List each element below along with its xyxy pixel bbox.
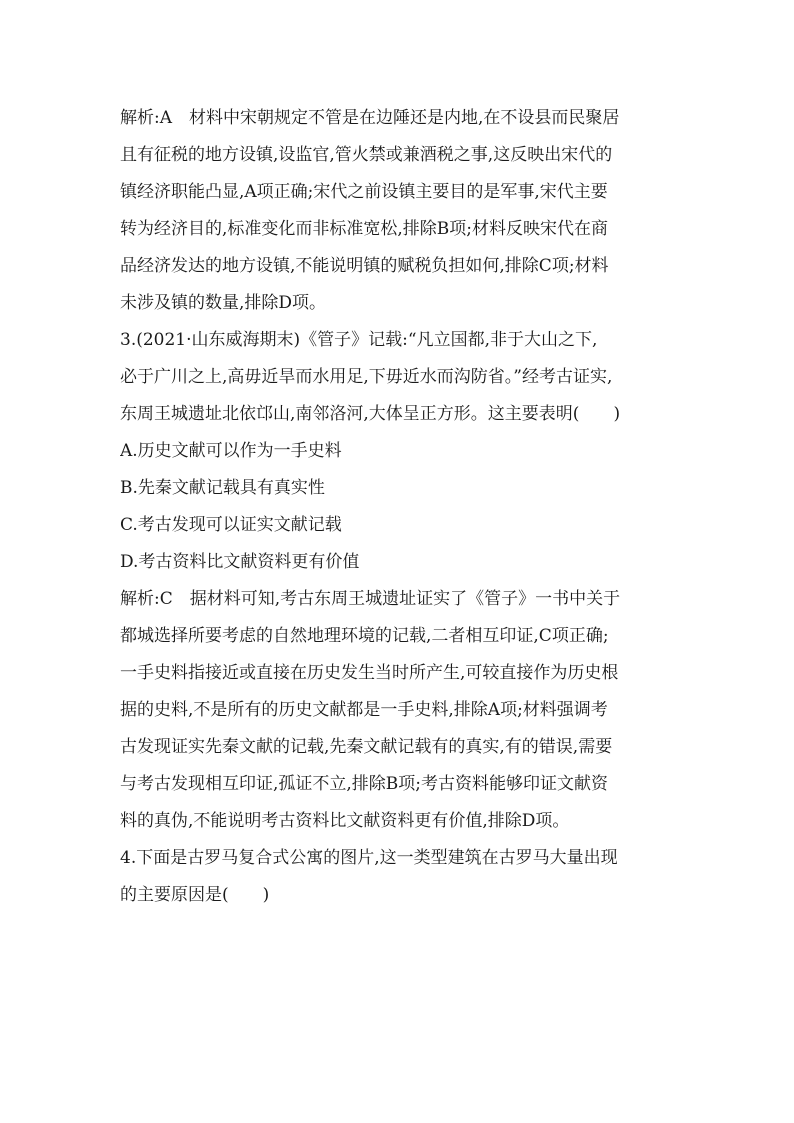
- text-line: 据的史料,不是所有的历史文献都是一手史料,排除A项;材料强调考: [120, 700, 608, 720]
- text-line: 都城选择所要考虑的自然地理环境的记载,二者相互印证,C项正确;: [120, 626, 609, 646]
- text-line: 且有征税的地方设镇,设监官,管火禁或兼酒税之事,这反映出宋代的: [120, 145, 613, 165]
- text-line: 解析:A 材料中宋朝规定不管是在边陲还是内地,在不设县而民聚居: [120, 108, 620, 128]
- question-3-stem: 3.(2021·山东威海期末)《管子》记载:“凡立国都,非于大山之下,: [120, 330, 598, 350]
- option-b: B.先秦文献记载具有真实性: [120, 478, 325, 498]
- text-line: 与考古发现相互印证,孤证不立,排除B项;考古资料能够印证文献资: [120, 774, 609, 794]
- option-d: D.考古资料比文献资料更有价值: [120, 552, 360, 572]
- text-line: 料的真伪,不能说明考古资料比文献资料更有价值,排除D项。: [120, 811, 570, 831]
- analysis-line: 解析:C 据材料可知,考古东周王城遗址证实了《管子》一书中关于: [120, 589, 621, 609]
- document-body: [120, 104, 680, 918]
- text-line: 一手史料指接近或直接在历史发生当时所产生,可较直接作为历史根: [120, 663, 619, 683]
- text-line: 品经济发达的地方设镇,不能说明镇的赋税负担如何,排除C项;材料: [120, 256, 609, 276]
- text-line: 转为经济目的,标准变化而非标准宽松,排除B项;材料反映宋代在商: [120, 219, 609, 239]
- question-4-stem: 4.下面是古罗马复合式公寓的图片,这一类型建筑在古罗马大量出现: [120, 848, 618, 868]
- text-line: 东周王城遗址北依邙山,南邻洛河,大体呈正方形。这主要表明( ): [120, 404, 621, 424]
- text-line: 未涉及镇的数量,排除D项。: [120, 293, 327, 313]
- text-line: 镇经济职能凸显,A项正确;宋代之前设镇主要目的是军事,宋代主要: [120, 182, 608, 202]
- text-line: 的主要原因是( ): [120, 885, 270, 905]
- option-c: C.考古发现可以证实文献记载: [120, 515, 342, 535]
- text-line: 古发现证实先秦文献的记载,先秦文献记载有的真实,有的错误,需要: [120, 737, 613, 757]
- option-a: A.历史文献可以作为一手史料: [120, 441, 342, 461]
- text-line: 必于广川之上,高毋近旱而水用足,下毋近水而沟防省。”经考古证实,: [120, 367, 613, 387]
